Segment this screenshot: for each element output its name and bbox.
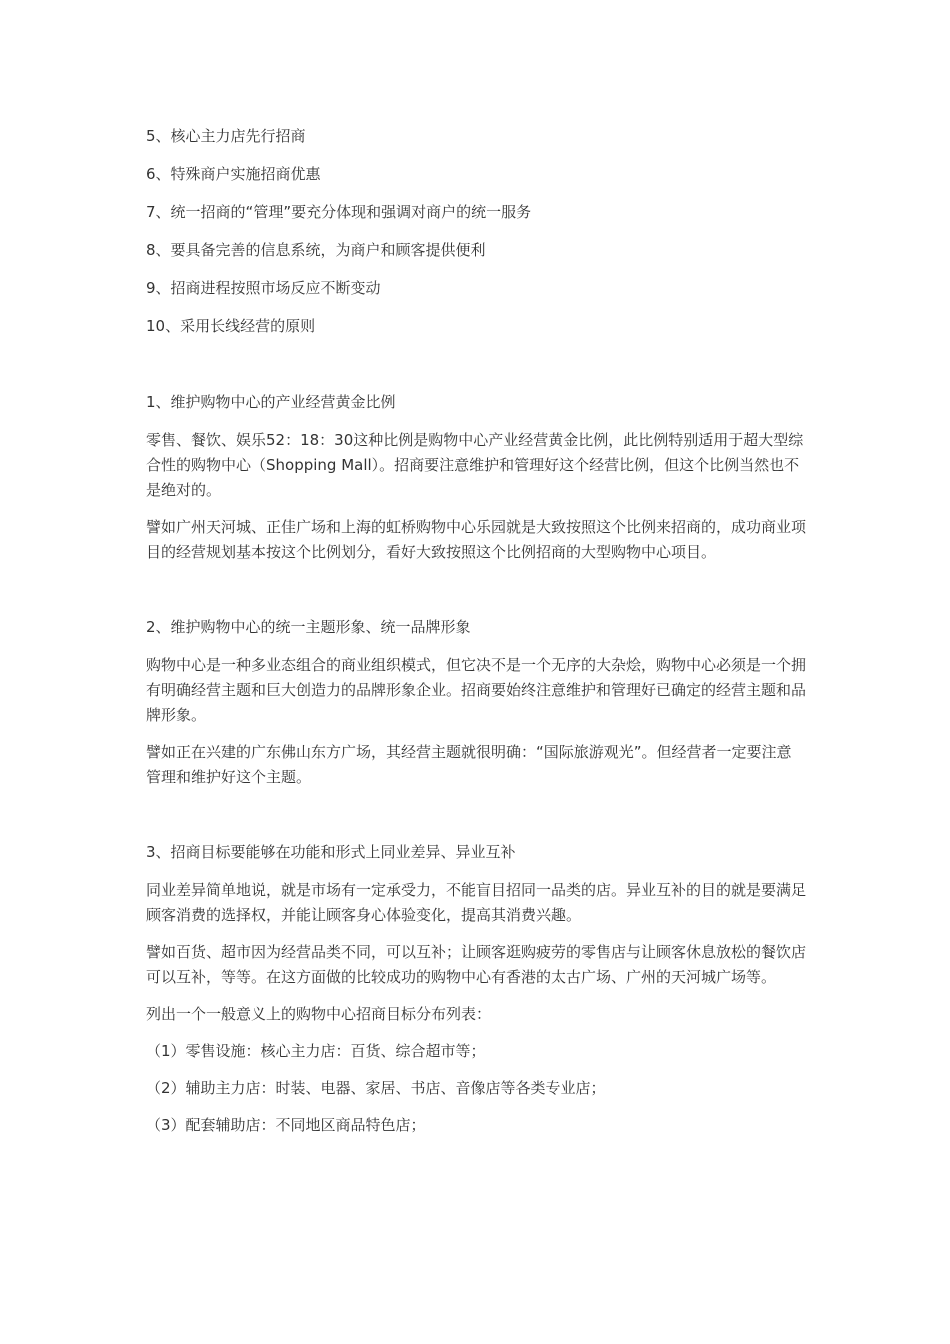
- spacer: [146, 802, 806, 840]
- list-item: 8、要具备完善的信息系统，为商户和顾客提供便利: [146, 241, 486, 259]
- section-heading: 2、维护购物中心的统一主题形象、统一品牌形象: [146, 618, 471, 636]
- section-heading: 1、维护购物中心的产业经营黄金比例: [146, 393, 396, 411]
- section-2: [146, 615, 806, 790]
- paragraph: 譬如正在兴建的广东佛山东方广场，其经营主题就很明确：“国际旅游观光”。但经营者一定要注意管理和维护好这个主题。: [146, 743, 792, 786]
- section-3: [146, 840, 806, 1138]
- list-item: 6、特殊商户实施招商优惠: [146, 165, 321, 183]
- section-heading: 3、招商目标要能够在功能和形式上同业差异、异业互补: [146, 843, 516, 861]
- list-item: （3）配套辅助店：不同地区商品特色店；: [146, 1116, 426, 1134]
- list-item: 9、招商进程按照市场反应不断变动: [146, 279, 381, 297]
- paragraph: 零售、餐饮、娱乐52：18：30这种比例是购物中心产业经营黄金比例，此比例特别适用于超大型综合性的购物中心（Shopping Mall）。招商要注意维护和管理好这个经营比例，但这个比例当然也不是绝对的。: [146, 431, 804, 499]
- paragraph: 譬如广州天河城、正佳广场和上海的虹桥购物中心乐园就是大致按照这个比例来招商的，成功商业项目的经营规划基本按这个比例划分，看好大致按照这个比例招商的大型购物中心项目。: [146, 518, 807, 561]
- document-page: [146, 124, 806, 1150]
- list-item: （1）零售设施：核心主力店：百货、综合超市等；: [146, 1042, 486, 1060]
- paragraph: 购物中心是一种多业态组合的商业组织模式，但它决不是一个无序的大杂烩，购物中心必须是一个拥有明确经营主题和巨大创造力的品牌形象企业。招商要始终注意维护和管理好已确定的经营主题和品牌形象。: [146, 656, 807, 724]
- list-item: 10、采用长线经营的原则: [146, 317, 316, 335]
- paragraph: 同业差异简单地说，就是市场有一定承受力，不能盲目招同一品类的店。异业互补的目的就是要满足顾客消费的选择权，并能让顾客身心体验变化，提高其消费兴趣。: [146, 881, 807, 924]
- spacer: [146, 577, 806, 615]
- list-item: 7、统一招商的“管理”要充分体现和强调对商户的统一服务: [146, 203, 532, 221]
- paragraph: 列出一个一般意义上的购物中心招商目标分布列表：: [146, 1005, 492, 1023]
- spacer: [146, 352, 806, 390]
- section-1: [146, 390, 806, 565]
- list-item: 5、核心主力店先行招商: [146, 127, 306, 145]
- principles-list: [146, 124, 806, 339]
- paragraph: 譬如百货、超市因为经营品类不同，可以互补；让顾客逛购疲劳的零售店与让顾客休息放松的餐饮店可以互补，等等。在这方面做的比较成功的购物中心有香港的太古广场、广州的天河城广场等。: [146, 943, 807, 986]
- list-item: （2）辅助主力店：时装、电器、家居、书店、音像店等各类专业店；: [146, 1079, 606, 1097]
